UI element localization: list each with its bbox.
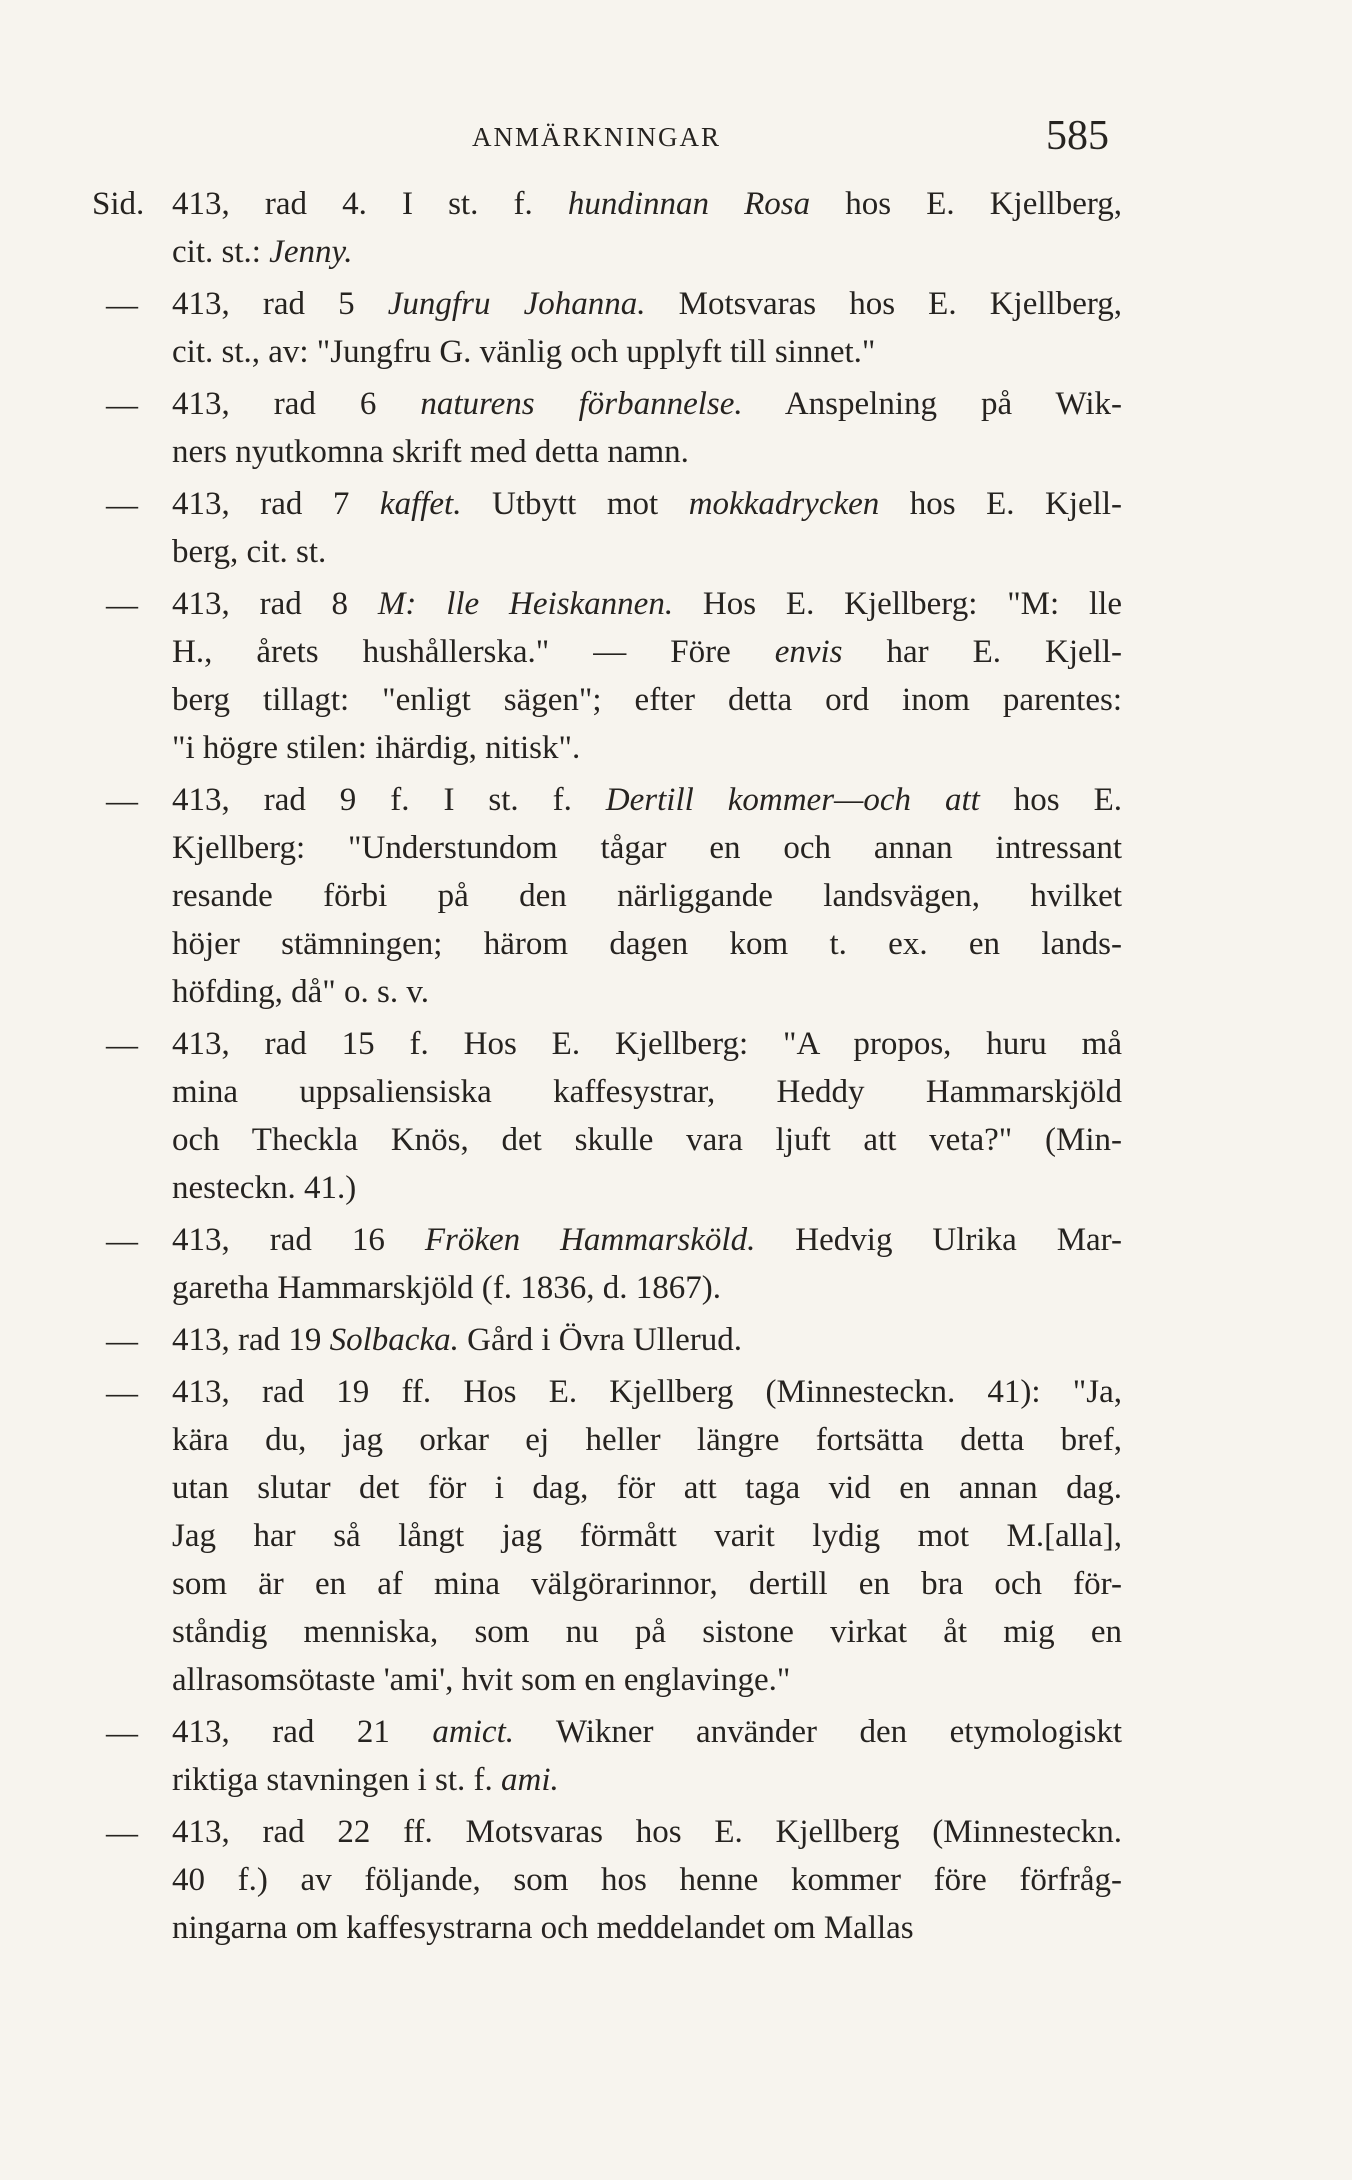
note-line: resande förbi på den närliggande landsvägen, hvilket <box>172 878 1122 914</box>
note-entry <box>0 1020 1352 1212</box>
note-text <box>172 480 1122 576</box>
note-text <box>172 280 1122 376</box>
note-entry <box>0 480 1352 576</box>
note-line: 413, rad 9 f. I st. f. Dertill kommer—och att hos E. <box>172 782 1122 818</box>
note-line: 413, rad 19 Solbacka. Gård i Övra Ullerud. <box>172 1322 743 1358</box>
note-prefix: Sid. <box>92 186 145 222</box>
note-entry <box>0 280 1352 376</box>
ditto-dash: — <box>106 1814 138 1850</box>
note-line: 413, rad 8 M: lle Heiskannen. Hos E. Kjellberg: "M: lle <box>172 586 1122 622</box>
ditto-dash: — <box>106 286 138 322</box>
note-line: garetha Hammarskjöld (f. 1836, d. 1867). <box>172 1270 721 1306</box>
note-entry <box>0 776 1352 1016</box>
note-line: 413, rad 22 ff. Motsvaras hos E. Kjellberg (Minnesteckn. <box>172 1814 1122 1850</box>
ditto-dash: — <box>106 1026 138 1062</box>
note-line: berg, cit. st. <box>172 534 327 570</box>
note-entry <box>0 380 1352 476</box>
note-line: kära du, jag orkar ej heller längre fortsätta detta bref, <box>172 1422 1122 1458</box>
note-line: 413, rad 4. I st. f. hundinnan Rosa hos E. Kjellberg, <box>172 186 1122 222</box>
note-entry <box>0 1368 1352 1704</box>
note-line: och Theckla Knös, det skulle vara ljuft att veta?" (Min- <box>172 1122 1122 1158</box>
notes-list <box>0 180 1352 1956</box>
note-line: Kjellberg: "Understundom tågar en och annan intressant <box>172 830 1122 866</box>
note-line: Jag har så långt jag förmått varit lydig mot M.[alla], <box>172 1518 1122 1554</box>
ditto-dash: — <box>106 1222 138 1258</box>
note-line: cit. st.: Jenny. <box>172 234 353 270</box>
note-line: berg tillagt: "enligt sägen"; efter detta ord inom parentes: <box>172 682 1122 718</box>
note-line: höjer stämningen; härom dagen kom t. ex. en lands- <box>172 926 1122 962</box>
note-line: H., årets hushållerska." — Före envis har E. Kjell- <box>172 634 1122 670</box>
note-line: 413, rad 21 amict. Wikner använder den etymologiskt <box>172 1714 1122 1750</box>
note-text <box>172 380 1122 476</box>
note-text <box>172 1216 1122 1312</box>
note-line: 413, rad 7 kaffet. Utbytt mot mokkadrycken hos E. Kjell- <box>172 486 1122 522</box>
note-line: 413, rad 15 f. Hos E. Kjellberg: "A propos, huru må <box>172 1026 1122 1062</box>
ditto-dash: — <box>106 586 138 622</box>
note-entry <box>0 580 1352 772</box>
note-line: ners nyutkomna skrift med detta namn. <box>172 434 689 470</box>
note-text <box>172 1020 1122 1212</box>
note-line: cit. st., av: "Jungfru G. vänlig och upplyft till sinnet." <box>172 334 876 370</box>
note-line: ståndig menniska, som nu på sistone virkat åt mig en <box>172 1614 1122 1650</box>
note-line: utan slutar det för i dag, för att taga vid en annan dag. <box>172 1470 1122 1506</box>
page-number: 585 <box>1046 113 1109 159</box>
note-line: "i högre stilen: ihärdig, nitisk". <box>172 730 581 766</box>
ditto-dash: — <box>106 386 138 422</box>
note-text <box>172 180 1122 276</box>
note-text <box>172 580 1122 772</box>
note-text <box>172 1808 1122 1952</box>
note-line: 40 f.) av följande, som hos henne kommer före förfråg- <box>172 1862 1122 1898</box>
ditto-dash: — <box>106 1322 138 1358</box>
note-line: allrasomsötaste 'ami', hvit som en englavinge." <box>172 1662 791 1698</box>
note-text <box>172 776 1122 1016</box>
note-line: mina uppsaliensiska kaffesystrar, Heddy Hammarskjöld <box>172 1074 1122 1110</box>
note-entry <box>0 180 1352 276</box>
note-line: 413, rad 5 Jungfru Johanna. Motsvaras hos E. Kjellberg, <box>172 286 1122 322</box>
note-line: som är en af mina välgörarinnor, dertill en bra och för- <box>172 1566 1122 1602</box>
ditto-dash: — <box>106 486 138 522</box>
note-line: 413, rad 16 Fröken Hammarsköld. Hedvig Ulrika Mar- <box>172 1222 1122 1258</box>
note-text <box>172 1368 1122 1704</box>
note-entry <box>0 1808 1352 1952</box>
ditto-dash: — <box>106 1374 138 1410</box>
page-header <box>0 113 1352 168</box>
note-text <box>172 1708 1122 1804</box>
note-entry <box>0 1316 1352 1364</box>
note-line: 413, rad 19 ff. Hos E. Kjellberg (Minnesteckn. 41): "Ja, <box>172 1374 1122 1410</box>
ditto-dash: — <box>106 782 138 818</box>
note-entry <box>0 1216 1352 1312</box>
note-line: höfding, då" o. s. v. <box>172 974 429 1010</box>
note-line: ningarna om kaffesystrarna och meddelandet om Mallas <box>172 1910 914 1946</box>
note-line: riktiga stavningen i st. f. ami. <box>172 1762 559 1798</box>
note-line: 413, rad 6 naturens förbannelse. Anspelning på Wik- <box>172 386 1122 422</box>
note-line: nesteckn. 41.) <box>172 1170 357 1206</box>
running-title: ANMÄRKNINGAR <box>472 122 722 152</box>
note-text <box>172 1316 1122 1364</box>
ditto-dash: — <box>106 1714 138 1750</box>
note-entry <box>0 1708 1352 1804</box>
